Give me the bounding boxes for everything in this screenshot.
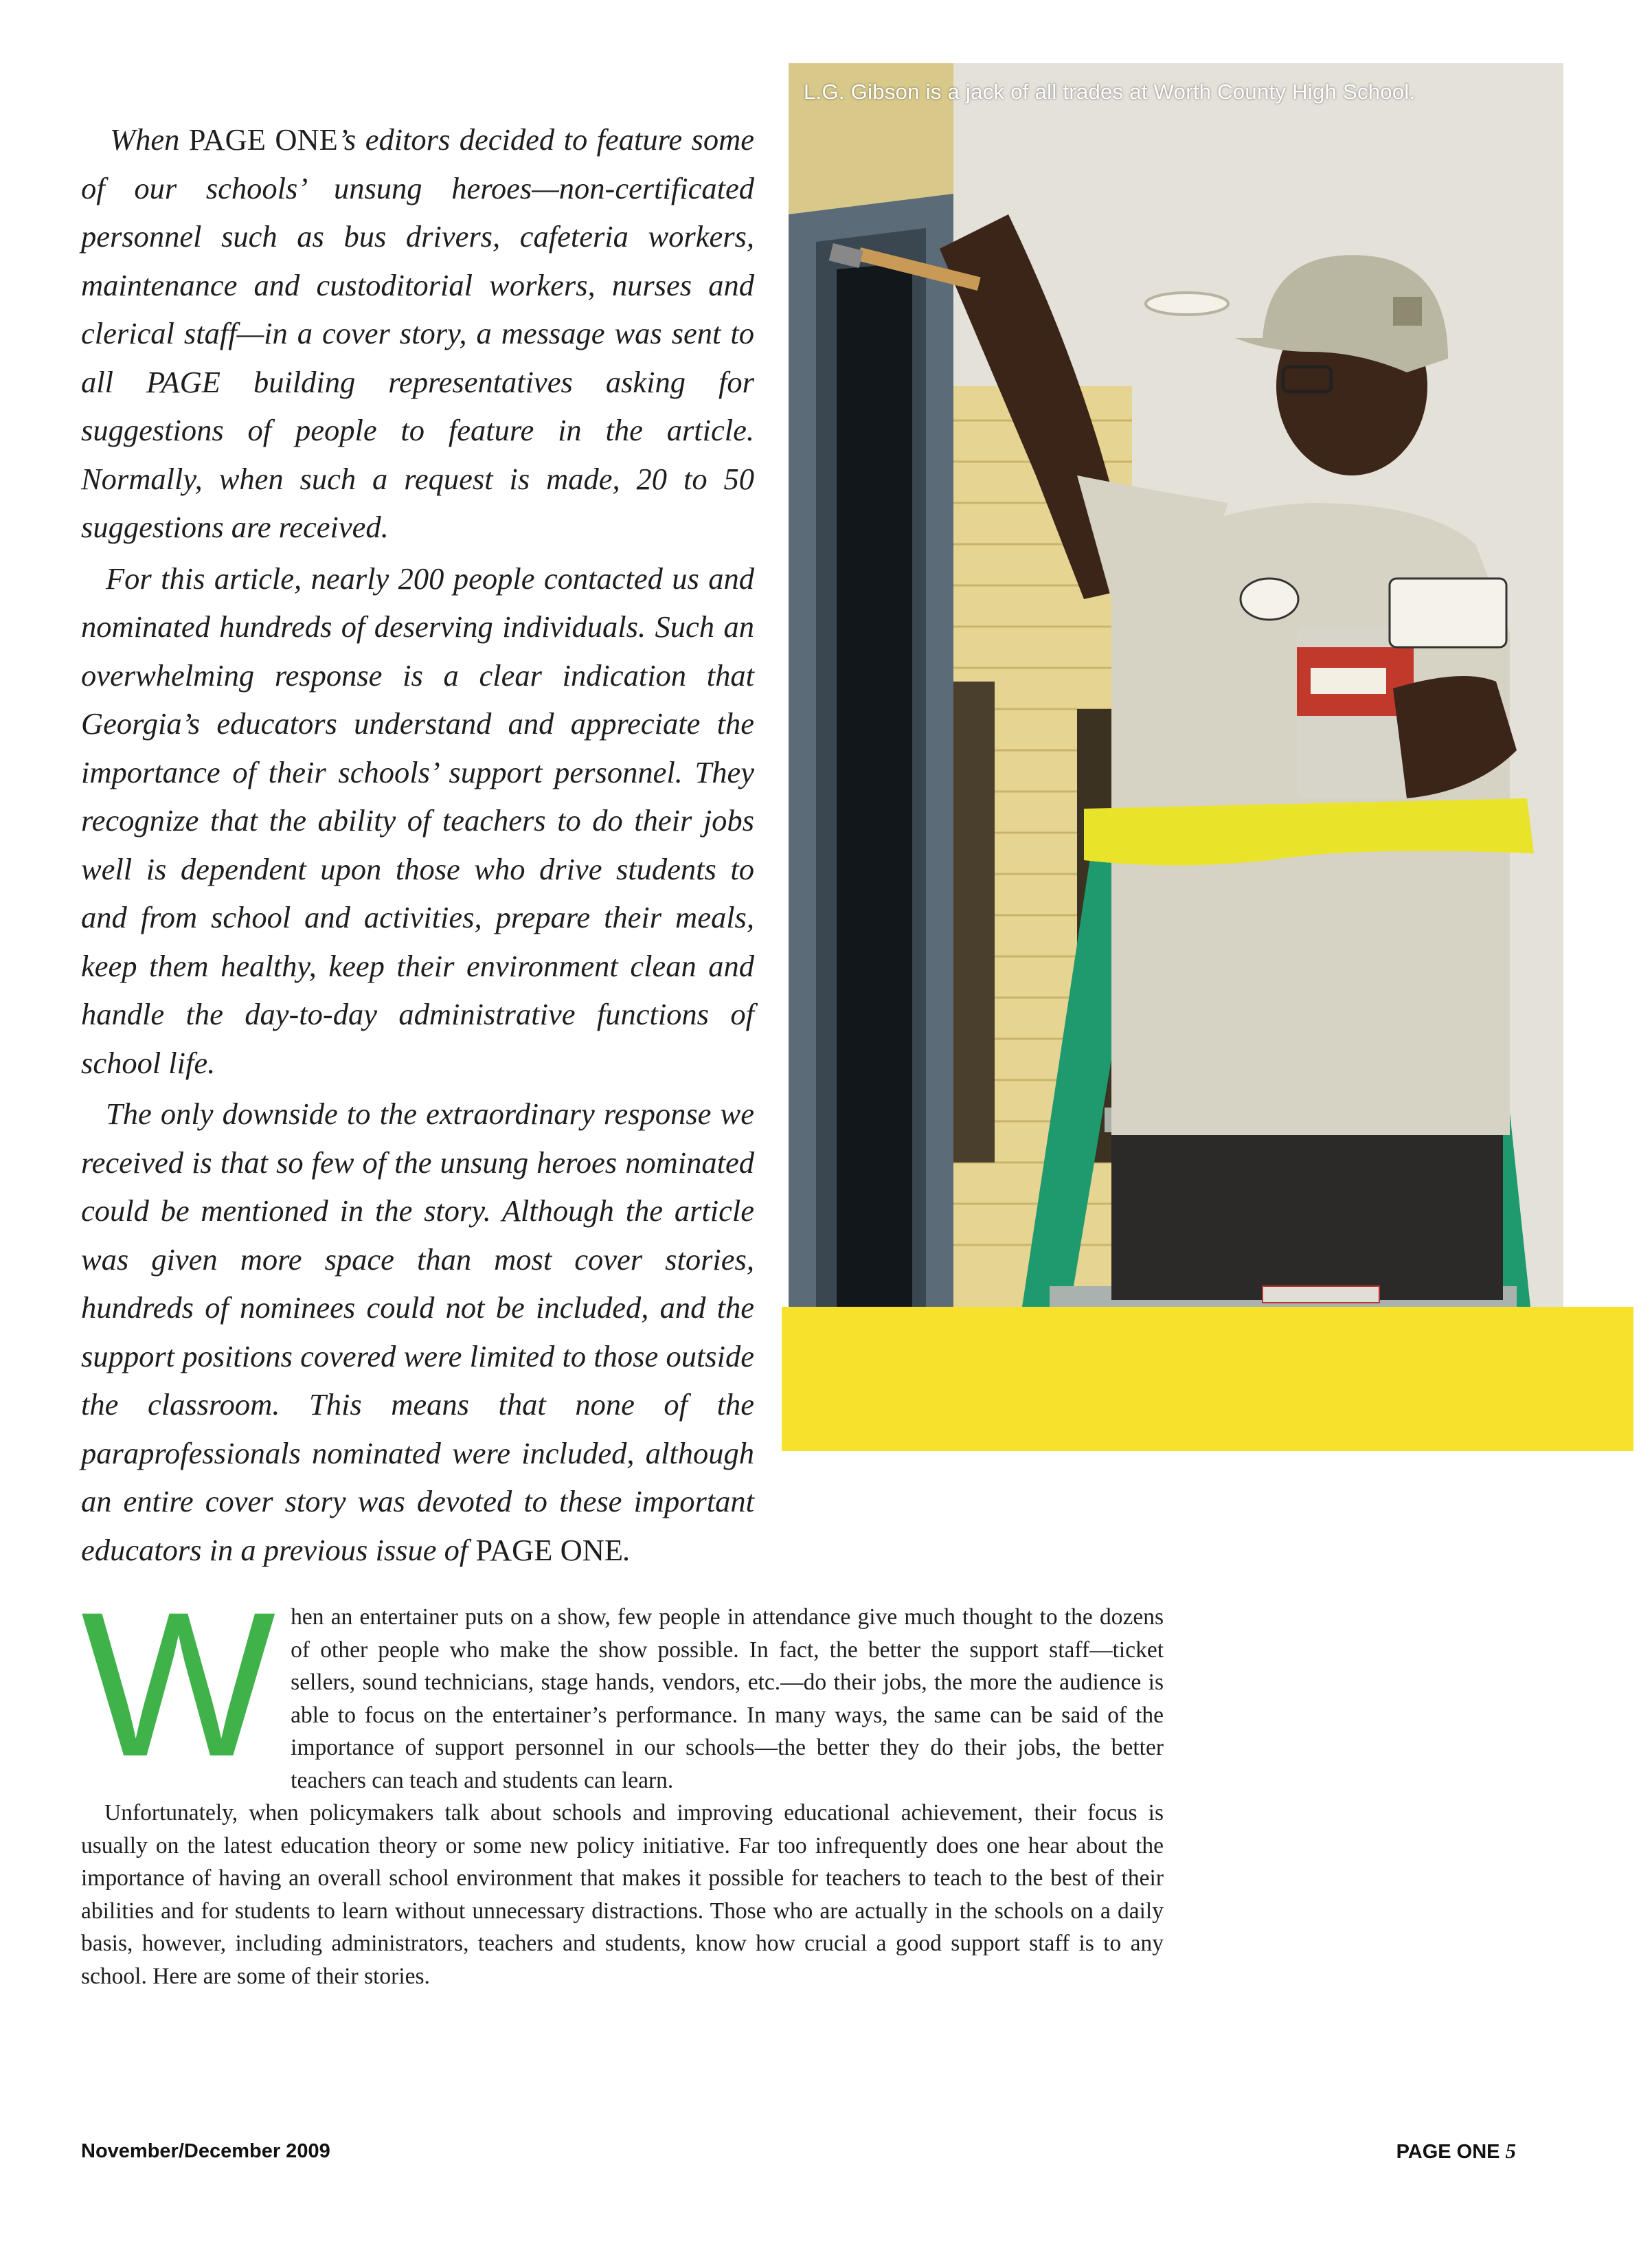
page-number: 5 — [1505, 2139, 1516, 2163]
intro-paragraph-3: The only downside to the extraordinary response we received is that so few of the unsung heroes nominated could be mentioned in the story. Although the article was given more space than most cover stories, hundreds of nominees could not be included, and the support positions covered were limited to those outside the classroom. This means that none of the paraprofessionals nominated were included, although an entire cover story was devoted to these important educators in a previous issue of PAGE ONE. — [81, 1097, 754, 1567]
publication-name-inline: PAGE ONE — [188, 122, 338, 157]
intro-paragraph-1: When PAGE ONE’s editors decided to feature some of our schools’ unsung heroes—non-certificated personnel such as bus drivers, cafeteria workers, maintenance and custoditorial workers, nurses and clerical staff—in a cover story, a message was sent to all PAGE building representatives asking for suggestions of people to feature in the article. Normally, when such a request is made, 20 to 50 suggestions are received. — [81, 122, 754, 544]
photo-lg-gibson — [789, 63, 1563, 1307]
intro-paragraph-2: For this article, nearly 200 people contacted us and nominated hundreds of deserving individuals. Such an overwhelming response is a clear indication that Georgia’s educators understand and appreciate the importance of their schools’ support personnel. They recognize that the ability of teachers to do their jobs well is dependent upon those who drive students to and from school and activities, prepare their meals, keep them healthy, keep their environment clean and handle the day-to-day administrative functions of school life. — [81, 561, 754, 1080]
body-paragraph-2: Unfortunately, when policymakers talk about schools and improving educational achievement, their focus is usually on the latest education theory or some new policy initiative. Far too infrequently does one hear about the importance of having an overall school environment that makes it possible for teachers to teach to the best of their abilities and for students to learn without unnecessary distractions. Those who are actually in the schools on a daily basis, however, including administrators, teachers and students, know how crucial a good support staff is to any school. Here are some of their stories. — [81, 1800, 1164, 1989]
dropcap-letter: W — [81, 1569, 276, 1799]
photo-illustration — [789, 63, 1563, 1307]
body-paragraph-1: When an entertainer puts on a show, few people in attendance give much thought to the dozens of other people who make the show possible. In fact, the better the support staff—ticket sellers, sound technicians, stage hands, vendors, etc.—do their jobs, the more the audience is able to focus on the entertainer’s performance. In many ways, the same can be said of the importance of support personnel in our schools—the better they do their jobs, the better teachers can teach and students can learn. — [81, 1569, 1164, 1799]
article-body — [81, 1569, 1164, 1992]
yellow-color-band — [782, 1307, 1633, 1451]
issue-date: November/December 2009 — [81, 2140, 330, 2162]
intro-column — [81, 115, 754, 1577]
photo-caption: L.G. Gibson is a jack of all trades at Worth County High School. — [804, 80, 1416, 104]
publication-name-inline: PAGE ONE — [475, 1532, 624, 1567]
page-footer — [1396, 2139, 1516, 2164]
publication-name: PAGE ONE — [1396, 2141, 1500, 2163]
